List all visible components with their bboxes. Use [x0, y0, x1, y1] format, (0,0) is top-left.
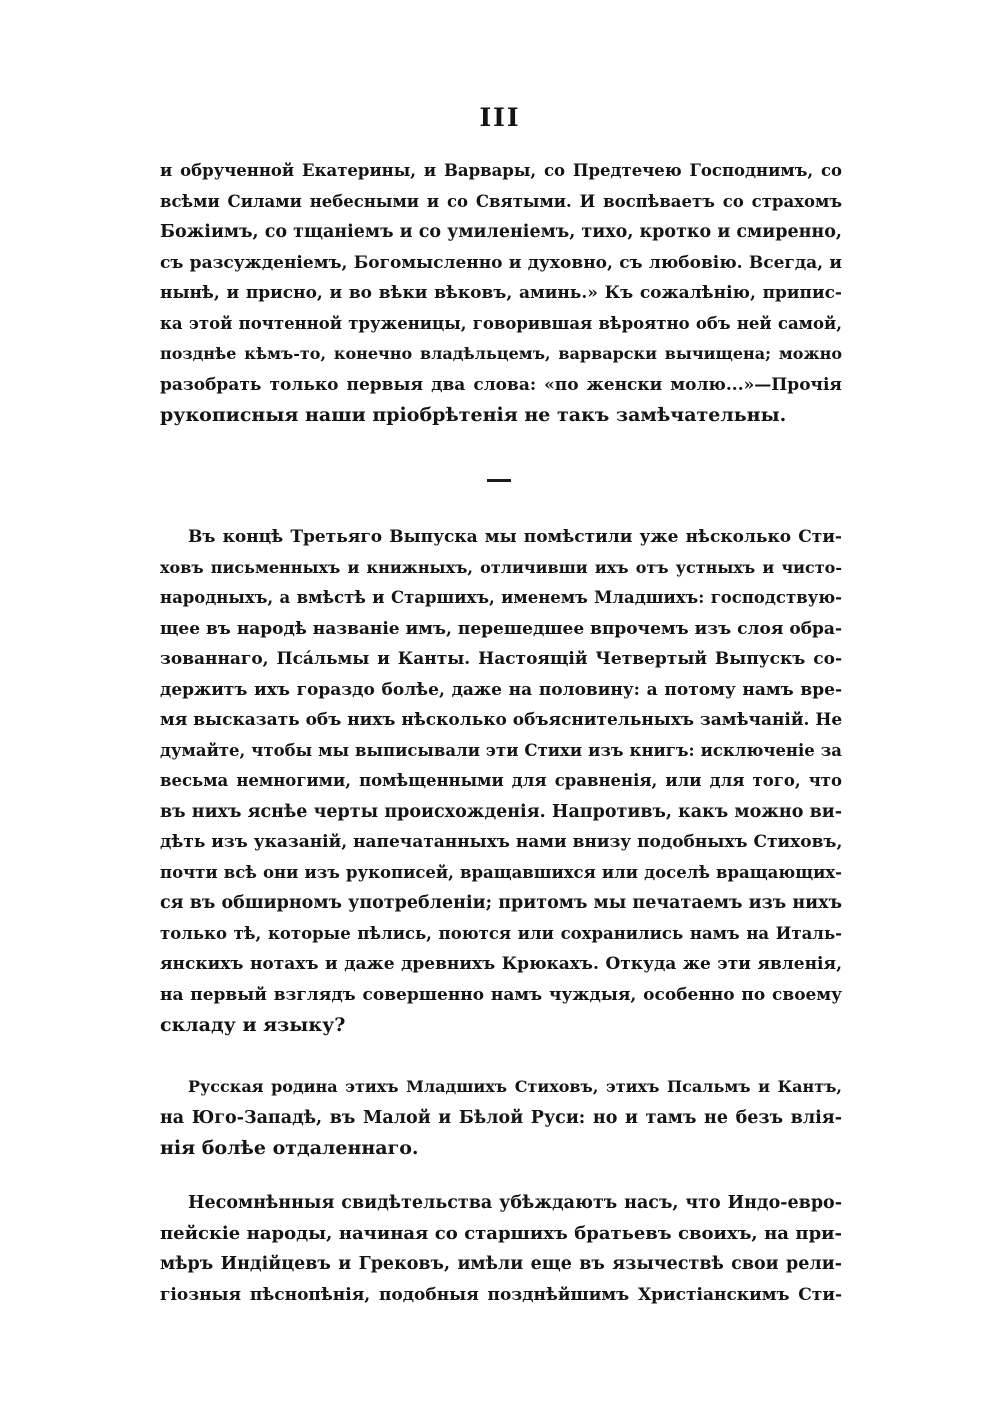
text-line: Божіимъ, со тщаніемъ и со умиленіемъ, тихо, кротко и смиренно,: [160, 222, 842, 242]
text-line: народныхъ, а вмѣстѣ и Старшихъ, именемъ Младшихъ: господствую-: [160, 588, 842, 607]
text-line: позднѣе кѣмъ-то, конечно владѣльцемъ, варварски вычищена; можно: [160, 344, 842, 363]
text-line: разобрать только первыя два слова: «по женски молю...»—Прочія: [160, 374, 842, 395]
text-line: Въ концѣ Третьяго Выпуска мы помѣстили уже нѣсколько Сти-: [188, 527, 842, 547]
text-line: складу и языку?: [160, 1014, 346, 1036]
text-line: зованнаго, Псáльмы и Канты. Настоящій Четвертый Выпускъ со-: [160, 649, 842, 669]
paragraph-younger-verses: [160, 522, 842, 1041]
text-line: держитъ ихъ гораздо болѣе, даже на половину: а потому намъ вре-: [160, 679, 842, 700]
text-line: ка этой почтенной труженицы, говорившая вѣроятно объ ней самой,: [160, 313, 842, 333]
paragraph-manuscript-note: [160, 156, 842, 431]
text-line: нынѣ, и присно, и во вѣки вѣковъ, аминь.» Къ сожалѣнію, припис-: [160, 283, 842, 303]
section-separator: [487, 479, 511, 482]
text-line: нія болѣе отдаленнаго.: [160, 1137, 419, 1159]
text-line: Несомнѣнныя свидѣтельства убѣждаютъ насъ, что Индо-евро-: [188, 1193, 842, 1213]
text-line: щее въ народѣ названіе имъ, перешедшее впрочемъ изъ слоя обра-: [160, 618, 842, 639]
text-line: почти всѣ они изъ рукописей, вращавшихся или доселѣ вращающих-: [160, 862, 842, 882]
text-line: Русская родина этихъ Младшихъ Стиховъ, этихъ Псальмъ и Кантъ,: [188, 1077, 842, 1096]
text-line: ховъ письменныхъ и книжныхъ, отличивши ихъ отъ устныхъ и чисто-: [160, 557, 842, 577]
text-line: только тѣ, которые пѣлись, поются или сохранились намъ на Италь-: [160, 923, 842, 943]
text-line: янскихъ нотахъ и даже древнихъ Крюкахъ. Откуда же эти явленія,: [160, 954, 842, 974]
text-line: съ разсужденіемъ, Богомысленно и духовно, съ любовію. Всегда, и: [160, 252, 842, 273]
text-line: на первый взглядъ совершенно намъ чуждыя, особенно по своему: [160, 984, 842, 1005]
text-line: гіозныя пѣснопѣнія, подобныя позднѣйшимъ Христіанскимъ Сти-: [160, 1284, 842, 1305]
text-line: дѣть изъ указаній, напечатанныхъ нами внизу подобныхъ Стиховъ,: [160, 832, 843, 852]
text-line: всѣми Силами небесными и со Святыми. И воспѣваетъ со страхомъ: [160, 191, 842, 211]
text-line: на Юго-Западѣ, въ Малой и Бѣлой Руси: но и тамъ не безъ влія-: [160, 1107, 842, 1128]
text-line: мѣръ Индійцевъ и Грековъ, имѣли еще въ язычествѣ свои рели-: [160, 1254, 842, 1274]
text-line: думайте, чтобы мы выписывали эти Стихи изъ книгъ: исключеніе за: [160, 740, 842, 760]
text-line: въ нихъ яснѣе черты происхожденія. Напротивъ, какъ можно ви-: [160, 801, 842, 822]
paragraph-russian-homeland: [160, 1072, 842, 1164]
text-line: рукописныя наши пріобрѣтенія не такъ замѣчательны.: [160, 404, 787, 426]
paragraph-indo-european: [160, 1188, 842, 1310]
page-number: III: [479, 103, 521, 132]
text-line: и обрученной Екатерины, и Варвары, со Предтечею Господнимъ, со: [160, 161, 842, 180]
text-line: ся въ обширномъ употребленіи; притомъ мы печатаемъ изъ нихъ: [160, 893, 842, 913]
text-line: мя высказать объ нихъ нѣсколько объяснительныхъ замѣчаній. Не: [160, 710, 843, 730]
text-line: весьма немногими, помѣщенными для сравненія, или для того, что: [160, 771, 842, 790]
text-line: пейскіе народы, начиная со старшихъ братьевъ своихъ, на при-: [160, 1222, 842, 1244]
